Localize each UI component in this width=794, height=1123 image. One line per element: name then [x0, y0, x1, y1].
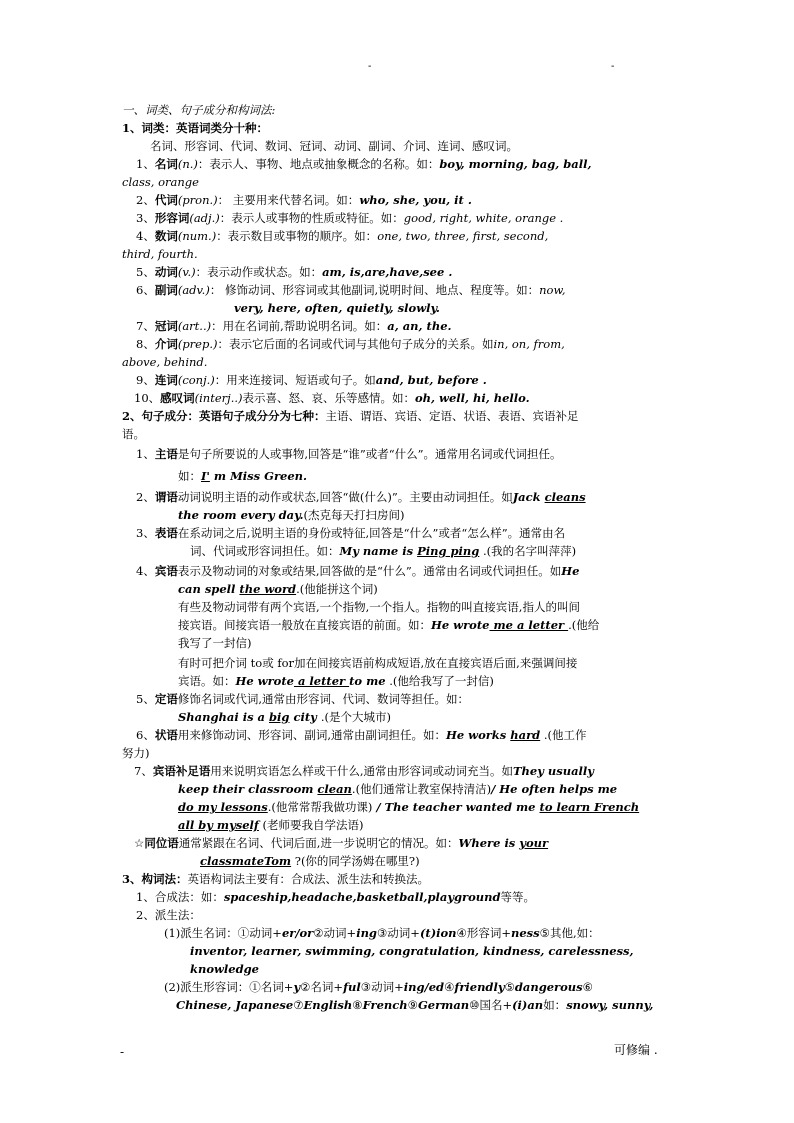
- item-number: 5、: [136, 265, 155, 279]
- item-desc: ：表示人或事物的性质或特征。如：: [219, 211, 404, 225]
- example-text: He works: [445, 728, 511, 742]
- item-term: 谓语: [154, 490, 178, 504]
- item-desc-cont: [190, 543, 576, 560]
- object-paragraph-text: 宾语。如：: [178, 674, 236, 688]
- item-number: 3、: [136, 211, 155, 225]
- example-text: My name is: [339, 544, 418, 558]
- item-number: 1、: [136, 447, 155, 461]
- sentence-component-item: [136, 727, 586, 744]
- rule-text: ⑤: [504, 980, 515, 994]
- rule-text: ②名词+: [300, 980, 344, 994]
- example-underlined: to learn French: [539, 800, 640, 814]
- rule-text: ②动词+: [313, 926, 357, 940]
- example-translation: .(是个大城市): [320, 710, 391, 724]
- example-underlined: I': [201, 469, 210, 483]
- word-class-item: [136, 372, 487, 389]
- example-text: Where is: [458, 836, 520, 850]
- word-class-item: [136, 192, 472, 209]
- item-term: 介词: [154, 337, 178, 351]
- item-term: 主语: [154, 447, 178, 461]
- item-example: [178, 581, 378, 598]
- item-abbr: (prep.): [177, 337, 218, 351]
- item-abbr: (adj.): [189, 211, 220, 225]
- example-text: .: [479, 544, 487, 558]
- example-underlined: a letter: [293, 674, 350, 688]
- object-paragraph: 我写了一封信): [178, 636, 252, 650]
- rule-example: English: [303, 998, 353, 1012]
- rule-suffix: ful: [343, 980, 361, 994]
- item-example: [178, 468, 307, 485]
- object-paragraph: 有些及物动词带有两个宾语,一个指物,一个指人。指物的叫直接宾语,指人的叫间: [178, 600, 580, 614]
- example-translation: (老师要我自学法语): [258, 818, 364, 832]
- example-underlined: clean: [317, 782, 352, 796]
- rule-text: ③动词+: [360, 980, 404, 994]
- derived-noun-examples-cont: knowledge: [190, 962, 259, 976]
- item-example: [178, 817, 364, 834]
- example-text: He wrote: [431, 618, 490, 632]
- item-example: [178, 781, 617, 798]
- item-abbr: (num.): [177, 229, 217, 243]
- item-abbr: (adv.): [177, 283, 210, 297]
- item-example: boy, morning, bag, ball,: [439, 157, 592, 171]
- item-desc: 通常紧跟在名词、代词后面,进一步说明它的情况。如：: [178, 836, 459, 850]
- item-desc: 用来修饰动词、形容词、副词,通常由副词担任。如：: [177, 728, 446, 742]
- item-example: and, but, before .: [375, 373, 487, 387]
- section1-list: 名词、形容词、代词、数词、冠词、动词、副词、介词、连词、感叹词。: [150, 139, 518, 153]
- section2-heading-bold: 2、句子成分：英语句子成分分为七种：: [122, 409, 326, 423]
- item-number: 7、: [136, 319, 155, 333]
- item-desc: 合成法：如：: [154, 890, 224, 904]
- item-number: 1、: [136, 890, 155, 904]
- example-underlined: the word: [239, 582, 297, 596]
- rule-suffix: er/or: [281, 926, 314, 940]
- example-text: / He often helps me: [491, 782, 618, 796]
- example-translation: (他能拼这个词): [299, 582, 378, 596]
- example-underlined: hard: [510, 728, 541, 742]
- item-term: 宾语补足语: [152, 764, 211, 778]
- rule-example: friendly: [454, 980, 505, 994]
- section2-heading-rest: 主语、谓语、宾语、定语、状语、表语、宾语补足: [325, 409, 579, 423]
- item-example-cont: above, behind.: [122, 355, 208, 369]
- sentence-component-item: [134, 763, 594, 780]
- example-translation: .(他工作: [540, 728, 587, 742]
- item-term: 同位语: [144, 836, 179, 850]
- rule-text: ⑥: [582, 980, 593, 994]
- example-text: to me: [349, 674, 386, 688]
- item-desc: ：表示数目或事物的顺序。如：: [216, 229, 378, 243]
- section3-heading-bold: 3、构词法：: [122, 872, 188, 886]
- footer-right: 可修编 .: [614, 1043, 658, 1057]
- item-desc: 用来说明宾语怎么样或干什么,通常由形容词或动词充当。如: [210, 764, 513, 778]
- header-mark-left: -: [368, 61, 372, 72]
- item-desc: 表示喜、怒、哀、乐等感情。如：: [242, 391, 415, 405]
- item-number: 2、: [136, 908, 155, 922]
- rule-suffix: (t)ion: [419, 926, 457, 940]
- item-term: 表语: [154, 526, 178, 540]
- word-class-item: [136, 210, 563, 227]
- item-number: 1、: [136, 157, 155, 171]
- section1-heading: 1、词类：英语词类分十种：: [122, 121, 269, 135]
- item-number: 5、: [136, 692, 155, 706]
- rule-text: ⑤其他,如：: [539, 926, 600, 940]
- item-example-cont: very, here, often, quietly, slowly.: [234, 301, 440, 315]
- item-number: 9、: [136, 373, 155, 387]
- item-example: a, an, the.: [387, 319, 452, 333]
- item-desc: ： 修饰动词、形容词或其他副词,说明时间、地点、程度等。如：: [209, 283, 540, 297]
- item-term: 感叹词: [160, 391, 195, 405]
- example-underlined: cleans: [544, 490, 586, 504]
- rule-text: (2)派生形容词：①名词+: [164, 980, 294, 994]
- derived-adjective-examples: [176, 997, 653, 1014]
- example-text: keep their classroom: [178, 782, 318, 796]
- example-underlined: do my lessons: [178, 800, 268, 814]
- example-text: can spell: [178, 582, 240, 596]
- item-number: 6、: [136, 728, 155, 742]
- derived-noun-examples: inventor, learner, swimming, congratulation, kindness, carelessness,: [190, 944, 634, 958]
- example-translation: (杰克每天打扫房间): [303, 508, 405, 522]
- rule-text: ④: [444, 980, 455, 994]
- item-example: [178, 709, 391, 726]
- example-prefix: 如：: [178, 469, 201, 483]
- word-class-item: [136, 264, 452, 281]
- example-underlined: me a letter: [489, 618, 569, 632]
- sentence-component-item: [134, 835, 548, 852]
- item-desc: 在系动词之后,说明主语的身份或特征,回答是“什么”或者“怎么样”。通常由名: [177, 526, 566, 540]
- item-example-cont: 努力): [122, 746, 150, 760]
- example-text: m Miss Green.: [209, 469, 308, 483]
- section2-heading: [122, 408, 579, 425]
- rule-text: (1)派生名词：①动词+: [164, 926, 282, 940]
- sentence-component-item: [136, 446, 562, 463]
- word-class-item: [134, 390, 530, 407]
- word-class-item: [136, 228, 548, 245]
- rule-text: ⑨: [407, 998, 418, 1012]
- example-underlined: big: [269, 710, 290, 724]
- item-term: 冠词: [154, 319, 178, 333]
- section2-heading-cont: 语。: [122, 427, 145, 441]
- word-formation-item: [136, 907, 201, 924]
- example-translation: .(他给: [568, 618, 600, 632]
- item-desc: 修饰名词或代词,通常由形容词、代词、数词等担任。如：: [177, 692, 469, 706]
- word-formation-item: [136, 889, 535, 906]
- item-example: good, right, white, orange .: [403, 211, 564, 225]
- item-number: 7、: [134, 764, 153, 778]
- sentence-component-item: [136, 563, 579, 580]
- rule-text: 如：: [543, 998, 567, 1012]
- item-desc: 等等。: [500, 890, 536, 904]
- rule-text: ⑩国名+: [469, 998, 513, 1012]
- item-example: [178, 799, 639, 816]
- item-term: 形容词: [154, 211, 190, 225]
- item-example: oh, well, hi, hello.: [415, 391, 530, 405]
- item-number: 4、: [136, 564, 155, 578]
- item-term: 副词: [154, 283, 178, 297]
- item-term: 宾语: [154, 564, 178, 578]
- item-desc: ：表示动作或状态。如：: [195, 265, 323, 279]
- example-text: Shanghai is a: [178, 710, 270, 724]
- example-translation: (你的同学汤姆在哪里?): [300, 854, 420, 868]
- item-term: 代词: [154, 193, 178, 207]
- example-text: city: [289, 710, 321, 724]
- example-translation: (我的名字叫萍萍): [486, 544, 577, 558]
- item-example-cont: [178, 507, 404, 524]
- example-text: They usually: [512, 764, 594, 778]
- item-term: 动词: [154, 265, 178, 279]
- header-mark-right: -: [611, 61, 615, 72]
- item-number: 10、: [134, 391, 161, 405]
- object-paragraph-text: 接宾语。间接宾语一般放在直接宾语的前面。如：: [178, 618, 431, 632]
- item-abbr: (n.): [177, 157, 198, 171]
- item-number: 8、: [136, 337, 155, 351]
- item-desc: ：用来连接词、短语或句子。如: [214, 373, 376, 387]
- item-term: 状语: [154, 728, 178, 742]
- word-class-item: [136, 282, 566, 299]
- example-underlined: all by myself: [178, 818, 259, 832]
- item-number: 3、: [136, 526, 155, 540]
- item-example-cont: third, fourth.: [122, 247, 198, 261]
- item-number: 2、: [136, 193, 155, 207]
- object-paragraph: [178, 673, 494, 690]
- footer-left: -: [120, 1045, 125, 1059]
- item-abbr: (interj..): [194, 391, 243, 405]
- example-text: / The teacher wanted me: [372, 800, 540, 814]
- item-abbr: (conj.): [177, 373, 215, 387]
- item-example-cont: class, orange: [122, 175, 199, 189]
- item-abbr: (v.): [177, 265, 196, 279]
- sentence-component-item: [136, 489, 586, 506]
- item-desc: 动词说明主语的动作或状态,回答“做(什么)”。主要由动词担任。如: [177, 490, 513, 504]
- rule-suffix: ness: [511, 926, 540, 940]
- example-text: He wrote: [235, 674, 294, 688]
- item-example: now,: [539, 283, 566, 297]
- item-abbr: (art..): [177, 319, 212, 333]
- example-text: Jack: [512, 490, 545, 504]
- rule-example: French: [362, 998, 408, 1012]
- example-translation: .(他常常帮我做功课): [267, 800, 373, 814]
- item-desc: 表示及物动词的对象或结果,回答做的是“什么”。通常由名词或代词担任。如: [177, 564, 562, 578]
- item-term: 连词: [154, 373, 178, 387]
- section3-heading-rest: 英语构词法主要有：合成法、派生法和转换法。: [187, 872, 430, 886]
- item-number: 6、: [136, 283, 155, 297]
- rule-suffix: y: [293, 980, 301, 994]
- rule-example: Chinese, Japanese: [176, 998, 294, 1012]
- item-example: who, she, you, it .: [359, 193, 472, 207]
- item-desc: 词、代词或形容词担任。如：: [190, 544, 340, 558]
- item-number: 4、: [136, 229, 155, 243]
- example-translation: .(他给我写了一封信): [385, 674, 494, 688]
- example-underlined: your: [519, 836, 549, 850]
- rule-example: snowy, sunny,: [566, 998, 654, 1012]
- word-class-item: [136, 156, 592, 173]
- rule-text: ③动词+: [376, 926, 420, 940]
- example-text: ?: [291, 854, 301, 868]
- sentence-component-item: [136, 525, 565, 542]
- example-text: .: [296, 582, 300, 596]
- rule-example: German: [417, 998, 470, 1012]
- derived-adjective-rule: [164, 979, 593, 996]
- rule-text: ⑦: [293, 998, 304, 1012]
- item-desc: ： 主要用来代替名词。如：: [217, 193, 360, 207]
- item-term: 定语: [154, 692, 178, 706]
- word-class-item: [136, 336, 565, 353]
- example-text: the room every day.: [178, 508, 304, 522]
- word-class-item: [136, 318, 452, 335]
- rule-suffix: (i)an: [512, 998, 544, 1012]
- item-example: in, on, from,: [493, 337, 565, 351]
- object-paragraph: [178, 617, 599, 634]
- example-underlined: classmateTom: [200, 854, 292, 868]
- section3-heading: [122, 871, 429, 888]
- item-desc: 是句子所要说的人或事物,回答是“谁”或者“什么”。通常用名词或代词担任。: [177, 447, 562, 461]
- item-example: spaceship,headache,basketball,playground: [223, 890, 501, 904]
- sentence-component-item: [136, 691, 469, 708]
- item-term: 数词: [154, 229, 178, 243]
- item-desc: ：用在名词前,帮助说明名词。如：: [211, 319, 388, 333]
- example-underlined: Ping ping: [417, 544, 480, 558]
- rule-text: ⑧: [352, 998, 363, 1012]
- derived-noun-rule: [164, 925, 600, 942]
- star-icon: ☆: [134, 836, 145, 850]
- item-example-cont: [200, 853, 420, 870]
- rule-text: ④形容词+: [456, 926, 511, 940]
- item-example: am, is,are,have,see .: [322, 265, 453, 279]
- rule-example: dangerous: [514, 980, 583, 994]
- rule-suffix: ing/ed: [403, 980, 445, 994]
- item-term: 名词: [154, 157, 178, 171]
- item-desc: ：表示它后面的名词或代词与其他句子成分的关系。如: [217, 337, 494, 351]
- object-paragraph: 有时可把介词 to或 for加在间接宾语前构成短语,放在直接宾语后面,来强调间接: [178, 656, 578, 670]
- example-translation: .(他们通常让教室保持清洁): [351, 782, 492, 796]
- example-text: He: [561, 564, 580, 578]
- item-desc: 派生法：: [154, 908, 201, 922]
- item-desc: ：表示人、事物、地点或抽象概念的名称。如：: [197, 157, 440, 171]
- item-number: 2、: [136, 490, 155, 504]
- document-title: 一、词类、句子成分和构词法:: [122, 103, 276, 117]
- item-example: one, two, three, first, second,: [377, 229, 549, 243]
- item-abbr: (pron.): [177, 193, 218, 207]
- rule-suffix: ing: [356, 926, 377, 940]
